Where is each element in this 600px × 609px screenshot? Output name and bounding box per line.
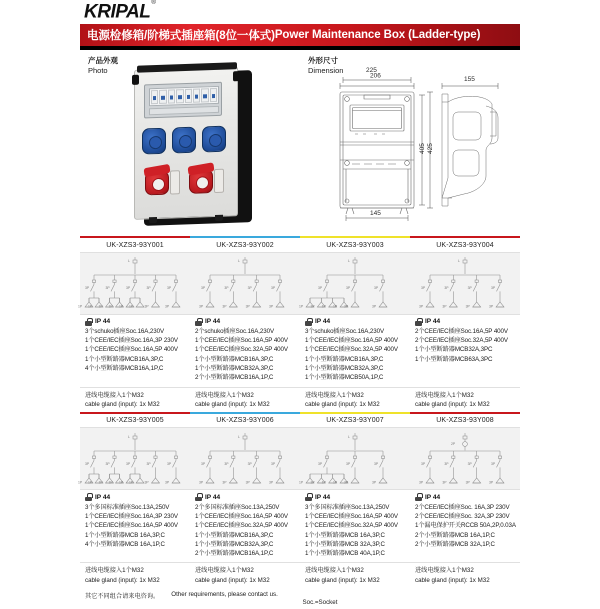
spec-line: 3个schuko插座Soc.16A,230V — [305, 328, 384, 335]
model-number: UK-XZS3-93Y001 — [80, 238, 190, 253]
svg-text:3P: 3P — [85, 286, 90, 290]
svg-text:3P: 3P — [489, 480, 494, 485]
left-margin — [0, 0, 80, 600]
gland-en: cable gland (input): 1x M32 — [85, 576, 160, 584]
spec-list — [80, 315, 190, 387]
spec-line: 1个小型断路器MCB32A,3P,C — [305, 364, 384, 372]
spec-line: 1个小型断路器MCB16A,3P,C — [85, 355, 164, 363]
svg-text:3P: 3P — [344, 304, 349, 309]
svg-text:3P: 3P — [344, 480, 349, 485]
spec-line: 2个CEE/IEC插座Soc. 32A,3P 230V — [415, 513, 510, 521]
svg-text:L: L — [128, 259, 130, 263]
svg-text:3P: 3P — [346, 286, 351, 290]
svg-text:L: L — [238, 434, 240, 439]
spec-line: 1个CEE/IEC插座Soc.32A,5P 400V — [305, 522, 398, 530]
model-number: UK-XZS3-93Y007 — [300, 414, 410, 429]
svg-text:L: L — [458, 259, 460, 263]
spec-line: 2个小型断路器MCB 32A,1P,C — [415, 540, 495, 548]
enclosure-front-body — [134, 66, 238, 220]
model-cell[interactable] — [300, 412, 410, 588]
svg-text:3P: 3P — [199, 480, 204, 485]
gland-en: cable gland (input): 1x M32 — [195, 400, 270, 408]
cable-gland-info — [300, 562, 410, 587]
svg-text:3P: 3P — [222, 304, 227, 309]
svg-text:3P: 3P — [271, 461, 276, 466]
spec-line: 4个小型断路器MCB 16A,1P,C — [85, 540, 165, 548]
gland-en: cable gland (input): 1x M32 — [415, 400, 490, 408]
gland-cn: 进线电缆接入1个M32 — [305, 391, 364, 399]
ip-protection-icon — [305, 318, 312, 326]
brand-logo — [84, 0, 154, 22]
spec-list — [300, 490, 410, 562]
ip-protection-icon — [195, 493, 202, 501]
svg-text:1P: 1P — [108, 480, 113, 485]
spec-line: 1个CEE/IEC插座Soc.32A,5P 400V — [305, 346, 398, 354]
spec-list — [300, 315, 410, 387]
dimension-label-cn: 外形尺寸 — [308, 56, 338, 65]
gland-en: cable gland (input): 1x M32 — [85, 400, 160, 408]
svg-text:L: L — [238, 259, 240, 263]
circuit-diagram — [300, 428, 410, 490]
ip-protection-icon — [85, 318, 92, 326]
svg-text:3P: 3P — [105, 286, 110, 290]
gland-cn: 进线电缆接入1个M32 — [195, 391, 254, 399]
footer-right — [303, 591, 521, 609]
spec-line: 1个CEE/IEC插座Soc.32A,5P 400V — [195, 346, 288, 354]
breaker-pole — [159, 90, 166, 104]
svg-text:3P: 3P — [165, 304, 170, 309]
page-footer — [80, 588, 520, 609]
svg-text:3P: 3P — [491, 461, 496, 466]
hinge-left-icon — [132, 75, 139, 85]
svg-text:3P: 3P — [224, 286, 229, 290]
registered-trademark-icon: ® — [151, 0, 156, 6]
red-socket-unit — [145, 167, 181, 198]
svg-text:1P: 1P — [108, 304, 113, 309]
ip-protection-icon — [85, 493, 92, 501]
spec-list — [410, 490, 520, 562]
spec-lines — [85, 503, 186, 549]
gland-en: cable gland (input): 1x M32 — [195, 576, 270, 584]
cable-gland-info — [300, 387, 410, 412]
model-number: UK-XZS3-93Y002 — [190, 238, 300, 253]
red-socket-row — [145, 166, 225, 199]
svg-text:1P: 1P — [129, 480, 134, 485]
svg-text:3P: 3P — [144, 304, 149, 309]
svg-text:1P: 1P — [321, 480, 326, 485]
svg-text:1P: 1P — [98, 480, 103, 485]
svg-text:3P: 3P — [144, 480, 149, 485]
enclosure-top-lid — [137, 62, 237, 72]
spec-lines — [195, 503, 296, 558]
spec-list — [190, 490, 300, 562]
svg-text:1P: 1P — [299, 304, 304, 309]
svg-text:3P: 3P — [167, 461, 172, 466]
hinge-right-icon — [233, 71, 240, 81]
mounting-foot — [149, 217, 157, 223]
ip-rating — [195, 318, 296, 326]
model-cell[interactable] — [190, 412, 300, 588]
ip-rating-text: IP 44 — [425, 493, 441, 501]
spec-line: 1个CEE/IEC插座Soc.16A,5P 400V — [195, 337, 288, 345]
svg-text:L: L — [348, 434, 350, 439]
svg-text:1P: 1P — [310, 304, 315, 309]
ip-rating-text: IP 44 — [95, 493, 111, 501]
spec-line: 2个小型断路器MCB16A,1P,C — [195, 549, 274, 557]
spec-lines — [85, 327, 186, 373]
svg-text:3P: 3P — [245, 480, 250, 485]
dimension-label-en: Dimension — [308, 66, 344, 75]
svg-text:3P: 3P — [491, 286, 496, 290]
svg-text:3P: 3P — [374, 461, 379, 466]
spec-line: 1个CEE/IEC插座Soc.16A,3P 230V — [85, 337, 178, 345]
svg-text:3P: 3P — [421, 286, 426, 290]
svg-text:3P: 3P — [318, 461, 323, 466]
footer-left — [85, 591, 303, 609]
dim-depth-text: 155 — [464, 76, 475, 83]
svg-text:3P: 3P — [146, 461, 151, 466]
svg-text:3P: 3P — [444, 461, 449, 466]
dim-width-outer-text: 225 — [366, 67, 377, 74]
gland-cn: 进线电缆接入1个M32 — [305, 567, 364, 575]
spec-line: 2个多国标准插座Soc.13A,250V — [195, 503, 280, 511]
circuit-diagram — [80, 428, 190, 490]
breaker-pole — [151, 90, 158, 104]
svg-text:1P: 1P — [129, 304, 134, 309]
spec-line: 1个CEE/IEC插座Soc.16A,5P 400V — [195, 513, 288, 521]
model-number: UK-XZS3-93Y006 — [190, 414, 300, 429]
spec-line: 1个CEE/IEC插座Soc.16A,5P 400V — [85, 522, 178, 530]
dim-height-outer-text: 425 — [427, 143, 434, 154]
spec-line: 1个CEE/IEC插座Soc.16A,5P 400V — [305, 337, 398, 345]
gland-cn: 进线电缆接入1个M32 — [415, 567, 474, 575]
svg-text:3P: 3P — [126, 461, 131, 466]
breaker-pole — [193, 89, 200, 103]
red-socket-unit — [189, 166, 225, 197]
socket-switch — [214, 169, 224, 193]
spec-lines — [305, 503, 406, 558]
page-title-cn: 电源检修箱/阶梯式插座箱(8位一体式) — [87, 30, 275, 42]
svg-text:3P: 3P — [465, 304, 470, 309]
legend-socket: Soc.=Socket — [302, 598, 338, 606]
model-number: UK-XZS3-93Y005 — [80, 414, 190, 429]
spec-line: 1个小型断路器MCB16A,3P,C — [195, 531, 274, 539]
svg-text:3P: 3P — [222, 480, 227, 485]
circuit-diagram — [300, 253, 410, 315]
photo-panel — [80, 50, 300, 236]
svg-text:3P: 3P — [247, 286, 252, 290]
spec-lines — [195, 327, 296, 382]
dim-width-inner-text: 206 — [370, 72, 381, 80]
svg-text:1P: 1P — [98, 304, 103, 309]
spec-line: 1个小型断路器MCB16A,3P,C — [305, 355, 384, 363]
svg-text:1P: 1P — [333, 480, 338, 485]
spec-line: 2个CEE/IEC插座Soc.16A,5P 400V — [415, 328, 508, 335]
svg-text:2P: 2P — [451, 441, 456, 446]
right-margin — [520, 0, 600, 600]
svg-text:1P: 1P — [78, 304, 83, 309]
blue-socket — [142, 128, 166, 155]
spec-line: 2个小型断路器MCB 16A,1P,C — [415, 531, 495, 539]
svg-text:3P: 3P — [444, 286, 449, 290]
spec-line: 1个小型断路器MCB32A,3P,C — [195, 540, 274, 548]
spec-list — [190, 315, 300, 387]
svg-text:3P: 3P — [419, 304, 424, 309]
svg-text:3P: 3P — [465, 480, 470, 485]
blue-socket-row — [142, 126, 226, 157]
page-content — [78, 0, 520, 606]
dimension-svg — [322, 72, 518, 228]
svg-text:3P: 3P — [346, 461, 351, 466]
spec-line: 1个CEE/IEC插座Soc.16A,5P 400V — [305, 513, 398, 521]
spec-line: 1个CEE/IEC插座Soc.16A,5P 400V — [85, 346, 178, 354]
spec-line: 3个多国标准插座Soc.13A,250V — [85, 503, 170, 511]
gland-cn: 进线电缆接入1个M32 — [415, 391, 474, 399]
svg-text:3P: 3P — [489, 304, 494, 309]
spec-line: 1个小型断路器MCB 16A,3P,C — [85, 531, 165, 539]
ip-rating — [85, 318, 186, 326]
spec-list — [80, 490, 190, 562]
cable-gland-info — [410, 387, 520, 412]
model-number: UK-XZS3-93Y008 — [410, 414, 520, 429]
cable-gland-info — [80, 387, 190, 412]
spec-line: 1个CEE/IEC插座Soc.32A,5P 400V — [195, 522, 288, 530]
svg-text:3P: 3P — [201, 461, 206, 466]
svg-text:3P: 3P — [421, 461, 426, 466]
ip-rating — [415, 318, 516, 326]
ip-rating-text: IP 44 — [425, 318, 441, 325]
model-cell[interactable] — [190, 236, 300, 412]
svg-text:1P: 1P — [88, 304, 93, 309]
ip-rating — [305, 493, 406, 501]
gland-en: cable gland (input): 1x M32 — [305, 400, 380, 408]
cable-gland-info — [190, 387, 300, 412]
svg-text:L: L — [348, 259, 350, 263]
circuit-diagram — [410, 428, 520, 490]
gland-cn: 进线电缆接入1个M32 — [85, 567, 144, 575]
breaker-pole — [176, 89, 183, 103]
socket-switch — [170, 170, 180, 194]
svg-text:3P: 3P — [247, 461, 252, 466]
svg-text:3P: 3P — [271, 286, 276, 290]
svg-text:3P: 3P — [85, 461, 90, 466]
spec-line: 1个小型断路器MCB50A,1P,C — [305, 374, 384, 382]
svg-text:1P: 1P — [88, 480, 93, 485]
svg-text:1P: 1P — [310, 480, 315, 485]
spec-line: 2个小型断路器MCB16A,1P,C — [195, 374, 274, 382]
spec-line: 1个CEE/IEC插座Soc.16A,3P 230V — [85, 513, 178, 521]
svg-text:3P: 3P — [372, 480, 377, 485]
spec-line: 1个小型断路器MCB16A,3P,C — [195, 355, 274, 363]
svg-text:3P: 3P — [467, 461, 472, 466]
dim-height-inner-text: 405 — [419, 143, 426, 154]
blue-socket — [202, 126, 226, 153]
svg-text:3P: 3P — [442, 480, 447, 485]
spec-line: 1个小型断路器MCB32A,3PC — [415, 346, 493, 354]
svg-text:3P: 3P — [167, 286, 172, 290]
ip-protection-icon — [305, 493, 312, 501]
page-title — [80, 24, 520, 46]
spec-line: 1个漏电保护开关RCCB 50A,2P,0.03A — [415, 522, 516, 530]
spec-list — [410, 315, 520, 387]
svg-text:3P: 3P — [269, 480, 274, 485]
ip-rating — [305, 318, 406, 326]
model-grid — [80, 236, 520, 588]
brand-logo-text: KRIPAL — [84, 1, 151, 22]
photo-label-en: Photo — [88, 66, 108, 75]
ip-protection-icon — [415, 493, 422, 501]
breaker-poles — [149, 86, 219, 106]
svg-text:3P: 3P — [126, 286, 131, 290]
model-cell[interactable] — [300, 236, 410, 412]
svg-text:1P: 1P — [321, 304, 326, 309]
circuit-diagram — [410, 253, 520, 315]
spec-line: 3个多国标准插座Soc.13A,250V — [305, 503, 390, 511]
brand-header — [80, 0, 520, 22]
photo-label-cn: 产品外观 — [88, 56, 118, 65]
dim-base-text: 145 — [370, 210, 381, 217]
svg-text:1P: 1P — [119, 480, 124, 485]
model-number: UK-XZS3-93Y004 — [410, 238, 520, 253]
photo-panel-label — [88, 56, 118, 76]
spec-line: 2个CEE/IEC插座Soc. 16A,3P 230V — [415, 503, 510, 511]
breaker-window-sill — [149, 106, 219, 115]
svg-text:1P: 1P — [119, 304, 124, 309]
ip-rating — [415, 493, 516, 501]
product-photo — [128, 62, 268, 230]
spec-line: 4个小型断路器MCB16A,1P,C — [85, 364, 164, 372]
gland-cn: 进线电缆接入1个M32 — [85, 391, 144, 399]
breaker-pole — [201, 88, 208, 102]
ip-protection-icon — [415, 318, 422, 326]
model-number: UK-XZS3-93Y003 — [300, 238, 410, 253]
svg-text:3P: 3P — [224, 461, 229, 466]
gland-en: cable gland (input): 1x M32 — [415, 576, 490, 584]
spec-line: 1个小型断路器MCB 32A,3P,C — [305, 540, 385, 548]
spec-lines — [415, 327, 516, 364]
spec-lines — [415, 503, 516, 549]
blue-socket — [172, 127, 196, 154]
page-title-en: Power Maintenance Box (Ladder-type) — [274, 29, 481, 41]
ip-rating-text: IP 44 — [205, 493, 221, 501]
breaker-window — [144, 82, 222, 119]
ip-rating-text: IP 44 — [205, 318, 221, 325]
spec-line: 1个小型断路器MCB 40A,1P,C — [305, 549, 385, 557]
cable-gland-info — [80, 562, 190, 587]
svg-text:3P: 3P — [374, 286, 379, 290]
svg-text:3P: 3P — [245, 304, 250, 309]
svg-text:3P: 3P — [201, 286, 206, 290]
ip-rating — [195, 493, 296, 501]
breaker-pole — [210, 88, 217, 102]
spec-line: 1个小型断路器MCB 16A,3P,C — [305, 531, 385, 539]
svg-text:3P: 3P — [442, 304, 447, 309]
spec-line: 1个小型断路器MCB32A,3P,C — [195, 364, 274, 372]
svg-text:3P: 3P — [105, 461, 110, 466]
svg-text:3P: 3P — [467, 286, 472, 290]
ip-rating-text: IP 44 — [95, 318, 111, 325]
footer-note-en: Other requirements, please contact us. — [171, 590, 278, 598]
gland-cn: 进线电缆接入1个M32 — [195, 567, 254, 575]
svg-text:3P: 3P — [419, 480, 424, 485]
top-panels — [80, 50, 520, 236]
svg-text:L: L — [128, 434, 130, 439]
ip-protection-icon — [195, 318, 202, 326]
spec-line: 3个schuko插座Soc.16A,230V — [85, 328, 164, 335]
svg-text:3P: 3P — [318, 286, 323, 290]
mounting-foot — [215, 215, 223, 221]
circuit-diagram — [190, 428, 300, 490]
svg-text:1P: 1P — [299, 480, 304, 485]
svg-text:3P: 3P — [372, 304, 377, 309]
cable-gland-info — [190, 562, 300, 587]
gland-en: cable gland (input): 1x M32 — [305, 576, 380, 584]
footer-note-cn: 其它不同组合请来电咨询。 — [85, 592, 160, 600]
circuit-diagram — [80, 253, 190, 315]
svg-text:3P: 3P — [269, 304, 274, 309]
dimension-panel — [300, 50, 520, 236]
spec-line: 1个小型断路器MCB63A,3PC — [415, 355, 493, 363]
svg-text:1P: 1P — [78, 480, 83, 485]
svg-text:3P: 3P — [199, 304, 204, 309]
model-cell[interactable] — [80, 236, 190, 412]
spec-lines — [305, 327, 406, 382]
svg-text:1P: 1P — [333, 304, 338, 309]
circuit-diagram — [190, 253, 300, 315]
breaker-pole — [185, 89, 192, 103]
cable-gland-info — [410, 562, 520, 587]
model-cell[interactable] — [410, 412, 520, 588]
model-cell[interactable] — [80, 412, 190, 588]
ip-rating-text: IP 44 — [315, 493, 331, 501]
spec-line: 2个schuko插座Soc.16A,230V — [195, 328, 274, 335]
svg-text:3P: 3P — [165, 480, 170, 485]
ip-rating — [85, 493, 186, 501]
breaker-pole — [168, 89, 175, 103]
spec-line: 2个CEE/IEC插座Soc.32A,5P 400V — [415, 337, 508, 345]
ip-rating-text: IP 44 — [315, 318, 331, 325]
svg-text:3P: 3P — [146, 286, 151, 290]
model-cell[interactable] — [410, 236, 520, 412]
